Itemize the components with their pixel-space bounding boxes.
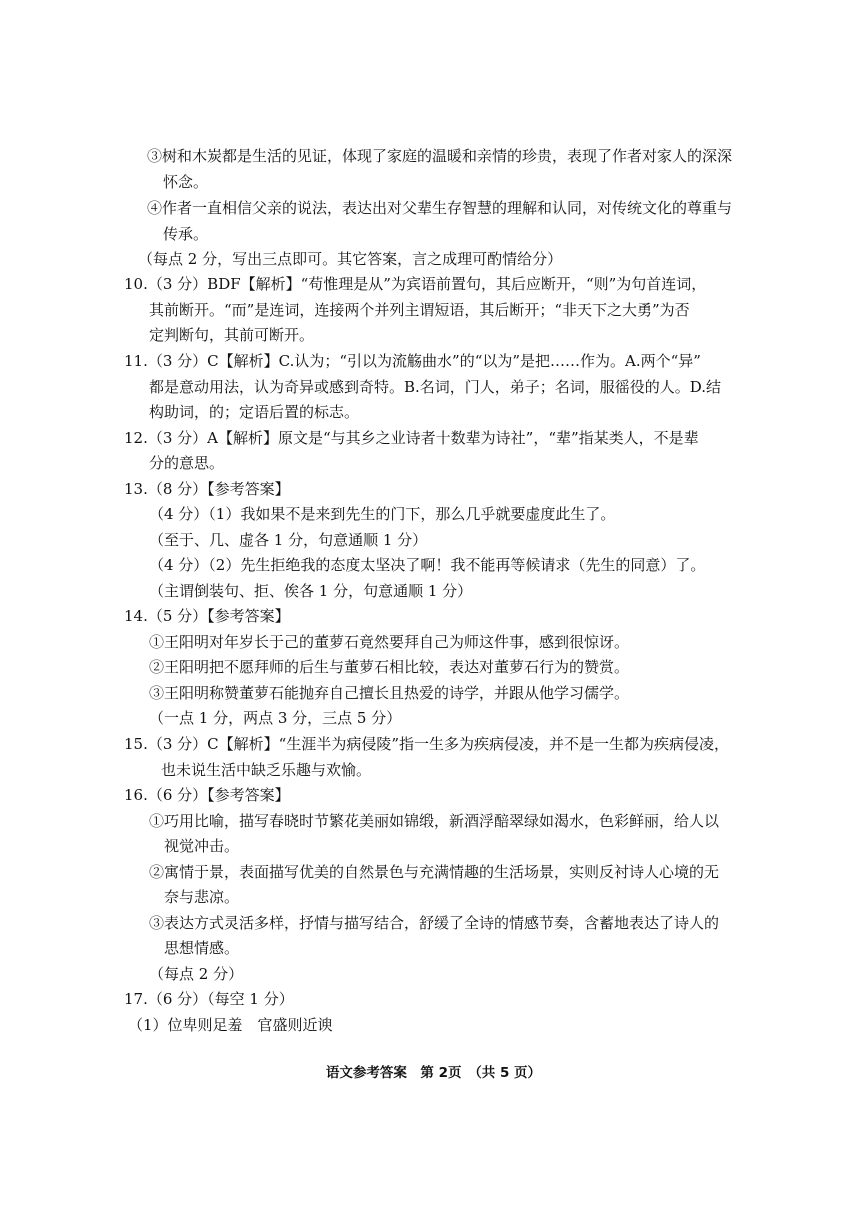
question-15: 15.（3 分）C【解析】“生涯半为病侵陵”指一生多为疾病侵凌，并不是一生都为疾病侵凌， — [124, 735, 729, 753]
text-line: ③表达方式灵活多样，抒情与描写结合，舒缓了全诗的情感节奏，含蓄地表达了诗人的 — [149, 914, 720, 932]
text-line: 也未说生活中缺乏乐趣与欢愉。 — [161, 761, 372, 779]
question-16: 16.（6 分）【参考答案】 — [124, 786, 290, 804]
text-line: 构助词，的；定语后置的标志。 — [149, 403, 360, 421]
text-line: （一点 1 分，两点 3 分，三点 5 分） — [149, 709, 402, 727]
question-12: 12.（3 分）A【解析】原文是“与其乡之业诗者十数辈为诗社”，“辈”指某类人，不是辈 — [124, 429, 699, 447]
text-line: （至于、几、虚各 1 分，句意通顺 1 分） — [149, 531, 428, 549]
text-line: ①王阳明对年岁长于己的董萝石竟然要拜自己为师这件事，感到很惊讶。 — [149, 633, 630, 651]
text-line: （每点 2 分） — [149, 965, 244, 983]
question-10: 10.（3 分）BDF【解析】“苟惟理是从”为宾语前置句，其后应断开，“则”为句首连词， — [124, 275, 707, 293]
question-14: 14.（5 分）【参考答案】 — [124, 607, 290, 625]
text-line: 传承。 — [163, 225, 209, 243]
question-13: 13.（8 分）【参考答案】 — [124, 480, 290, 498]
text-line: 思想情感。 — [164, 939, 240, 957]
text-line: （主谓倒装句、拒、俟各 1 分，句意通顺 1 分） — [149, 582, 473, 600]
text-line: （4 分）（1）我如果不是来到先生的门下，那么几乎就要虚度此生了。 — [149, 505, 616, 523]
text-line: 分的意思。 — [149, 454, 225, 472]
text-line: ①巧用比喻，描写春晓时节繁花美丽如锦缎，新酒浮醅翠绿如渴水，色彩鲜丽，给人以 — [149, 812, 720, 830]
question-17: 17.（6 分）（每空 1 分） — [124, 990, 294, 1008]
text-line: （1）位卑则足羞 官盛则近谀 — [128, 1016, 333, 1034]
text-line: 视觉冲击。 — [164, 837, 240, 855]
page-footer: 语文参考答案 第 2页 （共 5 页） — [325, 1065, 542, 1081]
text-line: ③树和木炭都是生活的见证，体现了家庭的温暖和亲情的珍贵，表现了作者对家人的深深 — [147, 147, 733, 165]
text-line: （4 分）（2）先生拒绝我的态度太坚决了啊！我不能再等候请求（先生的同意）了。 — [149, 556, 706, 574]
text-line: ③王阳明称赞董萝石能抛弃自己擅长且热爱的诗学，并跟从他学习儒学。 — [149, 684, 630, 702]
text-line: ④作者一直相信父亲的说法，表达出对父辈生存智慧的理解和认同，对传统文化的尊重与 — [147, 199, 733, 217]
text-line: （每点 2 分，写出三点即可。其它答案，言之成理可酌情给分） — [138, 250, 563, 268]
text-line: 都是意动用法，认为奇异或感到奇特。B.名词，门人，弟子；名词，服徭役的人。D.结 — [149, 378, 722, 396]
question-11: 11.（3 分）C【解析】C.认为；“引以为流觞曲水”的“以为”是把……作为。A.两个“异” — [124, 352, 701, 370]
text-line: 定判断句，其前可断开。 — [149, 326, 315, 344]
text-line: ②王阳明把不愿拜师的后生与董萝石相比较，表达对董萝石行为的赞赏。 — [149, 658, 630, 676]
text-line: 怀念。 — [163, 173, 209, 191]
text-line: 其前断开。“而”是连词，连接两个并列主谓短语，其后断开；“非天下之大勇”为否 — [149, 301, 690, 319]
text-line: 奈与悲凉。 — [164, 888, 240, 906]
text-line: ②寓情于景，表面描写优美的自然景色与充满情趣的生活场景，实则反衬诗人心境的无 — [149, 863, 720, 881]
